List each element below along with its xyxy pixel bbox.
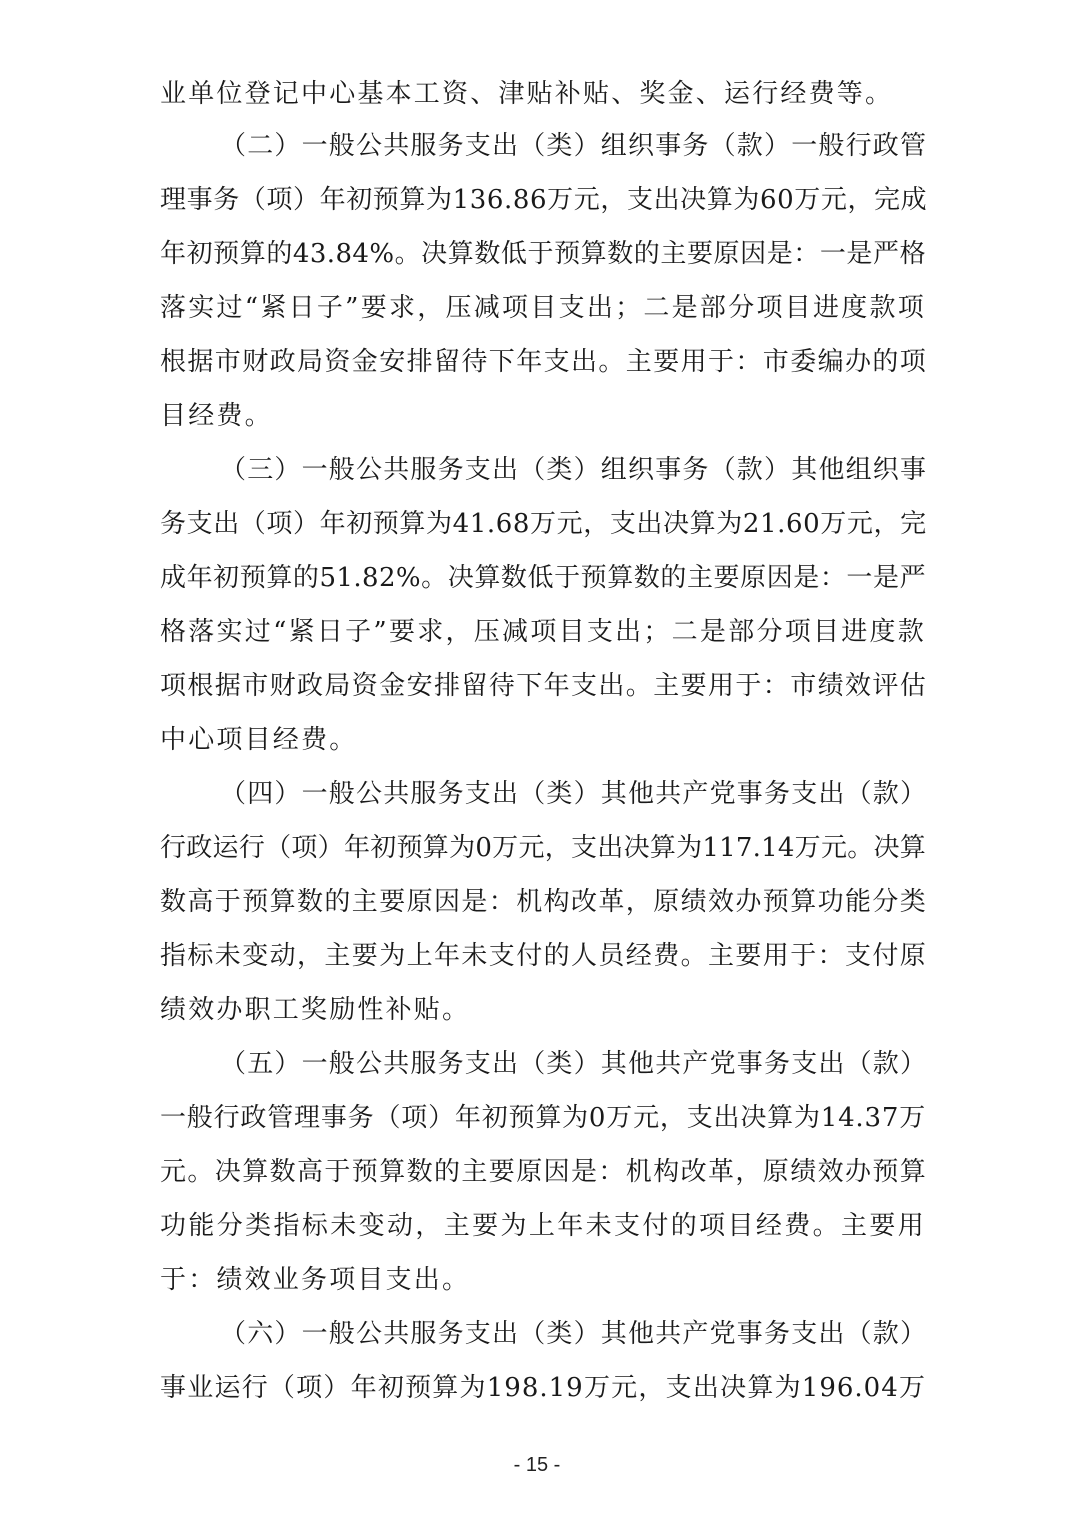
paragraph-line: 绩效办职工奖励性补贴。 [160,995,471,1025]
paragraph-line: 成年初预算的51.82%。决算数低于预算数的主要原因是：一是严 [160,563,926,593]
paragraph-line: 一般行政管理事务（项）年初预算为0万元，支出决算为14.37万 [160,1103,926,1133]
paragraph-line: （五）一般公共服务支出（类）其他共产党事务支出（款） [220,1049,928,1079]
paragraph-line: 年初预算的43.84%。决算数低于预算数的主要原因是：一是严格 [160,239,926,269]
paragraph-line: （三）一般公共服务支出（类）组织事务（款）其他组织事 [220,455,928,485]
paragraph-line: 元。决算数高于预算数的主要原因是：机构改革，原绩效办预算 [160,1157,928,1187]
paragraph-line: 落实过“紧日子”要求，压减项目支出；二是部分项目进度款项 [160,293,926,323]
paragraph-line: 格落实过“紧日子”要求，压减项目支出；二是部分项目进度款 [160,617,926,647]
paragraph-line: （二）一般公共服务支出（类）组织事务（款）一般行政管 [220,131,928,161]
paragraph-line: 理事务（项）年初预算为136.86万元，支出决算为60万元，完成 [160,185,928,215]
paragraph-line: 业单位登记中心基本工资、津贴补贴、奖金、运行经费等。 [160,79,894,109]
paragraph-line: 中心项目经费。 [160,725,358,755]
paragraph-line: 于：绩效业务项目支出。 [160,1265,471,1295]
paragraph-line: 功能分类指标未变动，主要为上年未支付的项目经费。主要用 [160,1211,926,1241]
page-number: - 15 - [513,1454,561,1476]
paragraph-line: 指标未变动，主要为上年未支付的人员经费。主要用于：支付原 [160,941,928,971]
paragraph-line: 行政运行（项）年初预算为0万元，支出决算为117.14万元。决算 [160,833,926,863]
paragraph-line: 务支出（项）年初预算为41.68万元，支出决算为21.60万元，完 [160,509,927,539]
paragraph-line: 事业运行（项）年初预算为198.19万元，支出决算为196.04万 [160,1373,926,1403]
paragraph-line: 根据市财政局资金安排留待下年支出。主要用于：市委编办的项 [160,347,928,377]
paragraph-line: 数高于预算数的主要原因是：机构改革，原绩效办预算功能分类 [160,887,928,917]
paragraph-line: 项根据市财政局资金安排留待下年支出。主要用于：市绩效评估 [160,671,928,701]
paragraph-line: （六）一般公共服务支出（类）其他共产党事务支出（款） [220,1319,928,1349]
paragraph-line: （四）一般公共服务支出（类）其他共产党事务支出（款） [220,779,928,809]
paragraph-line: 目经费。 [160,401,273,431]
